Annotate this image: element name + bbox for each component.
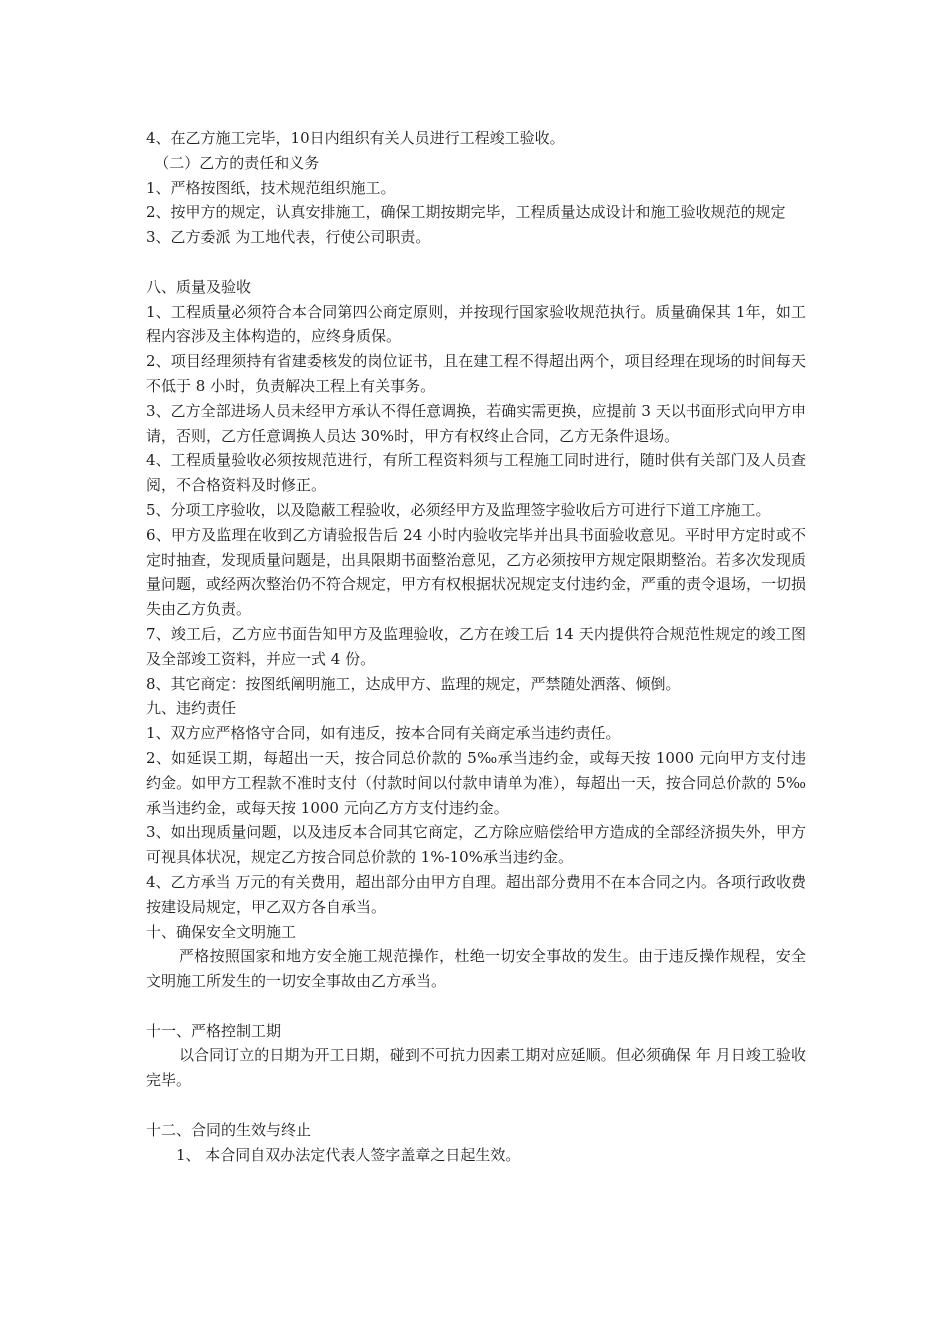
quality-clause-2: 2、项目经理须持有省建委核发的岗位证书，且在建工程不得超出两个，项目经理在现场的时间每天不低于 8 小时，负责解决工程上有关事务。 xyxy=(146,352,806,395)
section-heading-quality: 八、质量及验收 xyxy=(146,277,252,296)
spacer xyxy=(146,250,806,275)
quality-clause-1: 1、工程质量必须符合本合同第四公商定原则，并按现行国家验收规范执行。质量确保其 1年，如工程内容涉及主体构造的，应终身质保。 xyxy=(146,302,806,346)
schedule-paragraph: 以合同订立的日期为开工日期，碰到不可抗力因素工期对应延顺。但必须确保 年 月日竣工验收完毕。 xyxy=(146,1046,806,1090)
quality-clause-6: 6、甲方及监理在收到乙方请验报告后 24 小时内验收完毕并出具书面验收意见。平时甲方定时或不定时抽查，发现质量问题是，出具限期书面整治意见，乙方必须按甲方规定限期整治。若多次发现质量问题，或经两次整治仍不符合规定，甲方有权根据状况规定支付违约金，严重的责令退场，一切损失由乙方负责。 xyxy=(146,525,807,619)
subsection-heading-party-b: （二）乙方的责任和义务 xyxy=(154,153,320,172)
party-b-duty-3: 3、乙方委派 为工地代表，行使公司职责。 xyxy=(146,228,431,247)
section-heading-schedule: 十一、严格控制工期 xyxy=(146,1021,282,1040)
spacer xyxy=(146,994,806,1019)
effect-clause-1: 1、 本合同自双办法定代表人签字盖章之日起生效。 xyxy=(176,1145,521,1164)
quality-clause-3: 3、乙方全部进场人员未经甲方承认不得任意调换，若确实需更换，应提前 3 天以书面形式向甲方申请，否则，乙方任意调换人员达 30%时，甲方有权终止合同，乙方无条件退场。 xyxy=(146,401,806,445)
quality-clause-5: 5、分项工序验收，以及隐蔽工程验收，必须经甲方及监理签字验收后方可进行下道工序施工。 xyxy=(146,500,771,519)
acceptance-clause-4: 4、在乙方施工完毕，10日内组织有关人员进行工程竣工验收。 xyxy=(146,129,565,147)
liability-clause-1: 1、双方应严格恪守合同，如有违反，按本合同有关商定承当违约责任。 xyxy=(146,724,621,743)
safety-paragraph: 严格按照国家和地方安全施工规范操作，杜绝一切安全事故的发生。由于违反操作规程，安全文明施工所发生的一切安全事故由乙方承当。 xyxy=(146,947,806,991)
party-b-duty-1: 1、严格按图纸，技术规范组织施工。 xyxy=(146,178,396,197)
quality-clause-7: 7、竣工后，乙方应书面告知甲方及监理验收，乙方在竣工后 14 天内提供符合规范性规定的竣工图及全部竣工资料，并应一式 4 份。 xyxy=(146,624,806,668)
party-b-duty-2: 2、按甲方的规定，认真安排施工，确保工期按期完毕，工程质量达成设计和施工验收规范的规定 xyxy=(146,203,786,222)
section-heading-effect: 十二、合同的生效与终止 xyxy=(146,1120,312,1139)
section-heading-safety: 十、确保安全文明施工 xyxy=(146,922,297,941)
liability-clause-3: 3、如出现质量问题，以及违反本合同其它商定，乙方除应赔偿给甲方造成的全部经济损失外，甲方可视具体状况，规定乙方按合同总价款的 1%-10%承当违约金。 xyxy=(146,823,806,867)
section-heading-liability: 九、违约责任 xyxy=(146,699,237,718)
liability-clause-2: 2、如延误工期，每超出一天，按合同总价款的 5‰承当违约金，或每天按 1000 元向甲方支付违约金。如甲方工程款不准时支付（付款时间以付款申请单为准），每超出一天，按合同总价款的 5‰承当违约金，或每天按 1000 元向乙方方支付违约金。 xyxy=(146,748,806,817)
quality-clause-4: 4、工程质量验收必须按规范进行，有所工程资料须与工程施工同时进行，随时供有关部门及人员查阅，不合格资料及时修正。 xyxy=(146,451,806,495)
spacer xyxy=(146,1093,806,1118)
quality-clause-8: 8、其它商定：按图纸阐明施工，达成甲方、监理的规定，严禁随处洒落、倾倒。 xyxy=(146,674,681,693)
contract-document xyxy=(146,126,806,1167)
liability-clause-4: 4、乙方承当 万元的有关费用，超出部分由甲方自理。超出部分费用不在本合同之内。各项行政收费按建设局规定，甲乙双方各自承当。 xyxy=(146,872,806,916)
